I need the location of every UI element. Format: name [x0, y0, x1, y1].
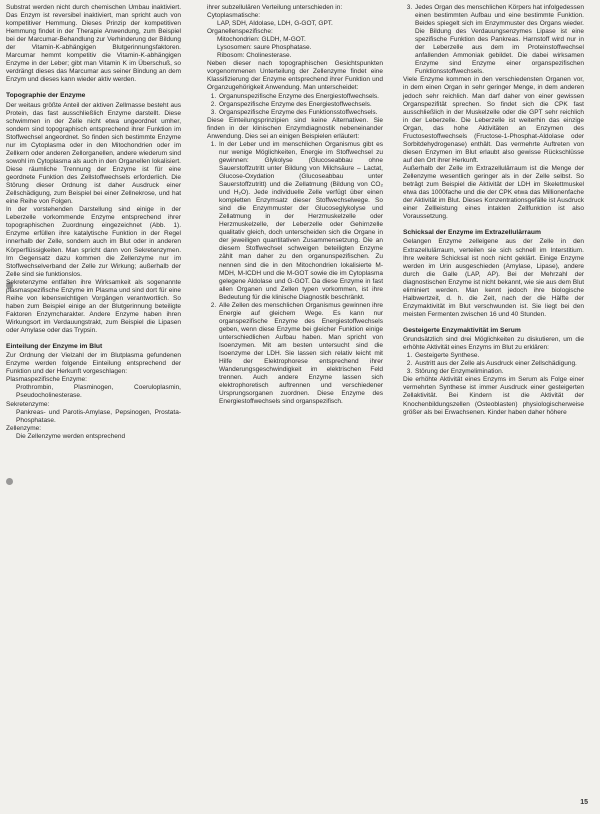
paragraph: Neben dieser nach topographischen Gesichtspunkten vorgenommenen Unterteilung der Zellenzyme findet eine Klassifizierung der Enzyme entsprechend ihrer Funktion und Organzugehörigkeit Anwendung. Man unterscheidet: — [207, 60, 383, 92]
paragraph: Diese Einteilungsprinzipien sind keine Alternativen. Sie finden in der klinischen Enzymdiagnostik nebeneinander Anwendung. Dies sei an einigen Beispielen erläutert: — [207, 116, 383, 140]
list-content: Pankreas- und Parotis-Amylase, Pepsinogen, Prostata-Phosphatase. — [16, 408, 181, 424]
list-label: Organellenspezifische: — [207, 28, 273, 36]
paragraph: Außerhalb der Zelle im Extrazellulärraum ist die Menge der Zellenzyme wesentlich geringer als in der Zelle selbst. So beträgt zum Beispiel die Aktivität der LDH im Skelettmuskel etwa das 1000fache und die der CPK etwa das Millionenfache der Aktivität im Blut. Dieses Konzentrationsgefälle ist Ausdruck einer Zellleistung eines intakten Zellfunktion ist also Voraussetzung. — [403, 164, 584, 221]
list-item: 3. Jedes Organ des menschlichen Körpers hat infolgedessen einen bestimmten Aufbau und eine bestimmte Funktion. Beides spiegelt sich im Enzymmuster des Organs wieder. Die Bildung des Verdauungsenzymes Lipase ist eine spezifische Funktion des Pankreas. Harnstoff wird nur in der Leberzelle aus dem im Proteinstoffwechsel anfallenden Ammoniak gebildet. Die dabei wirksamen Enzyme sind Enzyme einer organspezifischen Funktionsstoffwechsels. — [414, 4, 584, 76]
numbered-list — [403, 352, 584, 376]
list-label: Sekretenzyme: — [6, 400, 50, 408]
paragraph: Zur Ordnung der Vielzahl der im Blutplasma gefundenen Enzyme werden folgende Einteilung entsprechend der Funktion und der Herkunft vorgeschlagen: — [6, 352, 181, 376]
list-label: Zellenzyme: — [6, 424, 42, 432]
list-content: Prothrombin, Plasminogen, Coeruloplasmin, Pseudocholinesterase. — [16, 384, 181, 400]
list-item: 1. Organunspezifische Enzyme des Energiestoffwechsels. — [218, 93, 383, 101]
list-item: 1. Gesteigerte Synthese. — [414, 352, 584, 360]
list-item: 2. Organspezifische Enzyme des Energiestoffwechsels. — [218, 101, 383, 109]
binder-hole-mark — [6, 478, 13, 485]
section-heading: Topographie der Enzyme — [6, 92, 86, 100]
list-label: Plasmaspezifische Enzyme: — [6, 376, 87, 384]
paragraph: ihrer subzellulären Verteilung unterschieden in: — [207, 4, 343, 11]
paragraph: Sekretenzyme entfalten ihre Wirksamkeit als sogenannte plasmaspezifische Enzyme im Plasma und sind dort für eine Reihe von lebenswichtigen Vorgängen verantwortlich. So haben zum Beispiel einige an der Blutgerinnung beteiligte Faktoren Enzymcharakter. Andere Enzyme haben ihren Wirkungsort im Verdauungstrakt, zum Beispiel die Lipasen oder Amylase oder das Trypsin. — [6, 278, 181, 334]
list-content: Ribosom: Cholinesterase. — [217, 52, 292, 60]
list-content: Mitochondrien: GLDH, M-GOT. — [217, 36, 306, 44]
paragraph: Viele Enzyme kommen in den verschiedensten Organen vor, in dem einen Organ in sehr geringer Menge, in dem anderen jedoch sehr reichlich. Man darf daher von einer gewissen Organspezifität sprechen. So findet sich die CPK fast ausschließlich in der Muskelzelle oder die GPT sehr reichlich in der Leberzelle. Die Leberzelle ist weiterhin das einzige Organ, das hohe Aktivitäten an Enzymen des Fructosestoffwechsels (Fructose-1-Phosphat-Aldolase oder Sorbitdehydrogenase) enthält. Das vermehrte Auftreten von diesen Enzymen im Blut erlaubt also gewisse Rückschlüsse auf den Ort ihrer Herkunft. — [403, 76, 584, 164]
list-item: 1. In der Leber und im menschlichen Organismus gibt es nur wenige Möglichkeiten, Energie im Stoffwechsel zu gewinnen: Glykolyse (Glucoseabbau ohne Sauerstoffzutritt unter Bildung von Milchsäure – Lactat, Glucose-Oxydation (Glucoseabbau unter Sauerstoffzutritt) und die Zellatmung (Bildung von CO₂ und H₂O). Jede individuelle Zelle verfügt über einen kompletten Enzymsatz dieser Stoffwechselwege. So sind die Enzymmuster der Glucoseglykolyse und Zellatmung in der Herzmuskelzelle oder Herzmuskelzelle, der Leberzelle oder Gehirnzelle qualitativ gleich, doch unterscheiden sich die Organe in der jeweiligen quantitativen Zusammensetzung. Die an diesem Stoffwechsel schweigen beteiligten Enzyme zählt man daher zu den organunspezifischen. Zu nennen sind die in den Mitochondrien lokalisierte M-MDH, M-ICDH und die M-GOT sowie die im Cytoplasma gelegene Aldolase und G-GOT. Da diese Enzyme in fast allen Organen und Zellen typen vorkommen, ist ihre Bedeutung für die klinische Diagnostik beschränkt. — [218, 141, 383, 302]
numbered-list — [207, 93, 383, 117]
list-item: 2. Alle Zellen des menschlichen Organismus gewinnen ihre Energie auf gleichem Wege. Es kann nur organspezifische Enzyme des Energiestoffwechsels geben, wenn diese Enzyme bei gleicher Funktion einige unterschiedlichen Aufbau haben. Man spricht von Isoenzymen. Mit am besten untersucht sind die Isoenzyme der LDH. Sie lassen sich relativ leicht mit Hilfe der Elektrophorese entsprechend ihrer Wanderungsgeschwindigkeit im elektrischen Feld trennen. Auch andere Enzyme lassen sich elektrophoretisch auftrennen und verschiedener Ursprungsorganen zuordnen. Diese Enzyme des Energiestoffwechsels sind organspezifisch. — [218, 302, 383, 407]
section-heading: Schicksal der Enzyme im Extrazellulärraum — [403, 229, 541, 237]
page-number: 15 — [580, 799, 588, 806]
list-item: 3. Organspezifische Enzyme des Funktionsstoffwechsels. — [218, 109, 383, 117]
paragraph: Die erhöhte Aktivität eines Enzyms im Serum als Folge einer vermehrten Synthese ist immer Ausdruck einer gesteigerten Zellaktivität. Bei Kindern ist die Aktivität der Knochenbildungszellen (Osteoblasten) physiologischerweise größer als bei Erwachsenen. Kinder haben daher höhere — [403, 376, 584, 416]
section-heading: Einteilung der Enzyme im Blut — [6, 343, 103, 351]
list-item: 2. Austritt aus der Zelle als Ausdruck einer Zellschädigung. — [414, 360, 584, 368]
numbered-list — [207, 141, 383, 407]
text-column-middle — [207, 4, 383, 406]
list-content: Die Zellenzyme werden entsprechend — [16, 432, 126, 440]
text-column-right — [403, 4, 584, 417]
paragraph: Gelangen Enzyme zelleigene aus der Zelle in den Extrazellulärraum, verteilen sie sich schnell im Interstitium. Ihre weitere Schicksal ist noch nicht geklärt. Einige Enzyme werden im Urin ausgeschieden (Amylase, Lipase), andere durch die Galle (LAP, AP). Bei der Mehrzahl der diagnostischen Enzyme ist nicht bekannt, wie sie aus dem Blut eliminiert werden. Man kennt jedoch ihre biologische Halbwertzeit, d. h. die Zeit, nach der die Hälfte der Enzymaktivität im Blut verschwunden ist. Sie liegt bei den meisten Fermenten zwischen 16 und 40 Stunden. — [403, 238, 584, 318]
list-item: 3. Störung der Enzymelimination. — [414, 368, 584, 376]
text-column-left — [6, 4, 181, 441]
numbered-list — [403, 4, 584, 76]
list-label: Cytoplasmatische: — [207, 12, 261, 20]
list-content: LAP, SDH, Aldolase, LDH, G-GOT, GPT. — [217, 20, 333, 28]
paragraph: In der vorstehenden Darstellung sind einige in der Leberzelle vorkommende Enzyme entsprechend ihrer topographischen Zuordnung eingezeichnet (Abb. 1). Enzyme erfüllen ihre katalytische Funktion in der Regel innerhalb der Zelle, sondern auch im Blut oder in anderen Körperflüssigkeiten. Man spricht dann von Sekretenzymen. Im Gegensatz dazu kommen die Zellenzyme nur im Stoffwechselverband der Zelle zur Wirkung; außerhalb der Zelle sind sie funktionslos. — [6, 206, 181, 278]
paragraph: Substrat werden nicht durch chemischen Umbau inaktiviert. Das Enzym ist reversibel inaktiviert, man spricht auch von kompetitiver Hemmung. Dieses Prinzip der kompetitiven Hemmung findet in der Therapie Anwendung, zum Beispiel bei der Marcumar-Behandlung zur Verhinderung der Bildung der Vitamin-K-abhängigen Blutgerinnungsfaktoren. Marcumar hemmt kompetitiv die Vitamin-K-abhängigen Enzyme in der Leber; gibt man Vitamin K im Überschuß, so verdrängt dieses das Marcumar aus seiner Bindung an dem Enzym und dieses kann wieder aktiv werden. — [6, 4, 181, 84]
list-content: Lysosomen: saure Phosphatase. — [217, 44, 312, 52]
paragraph: Der weitaus größte Anteil der aktiven Zellmasse besteht aus Protein, das fast ausschließlich Enzyme darstellt. Diese schwimmen in der Zelle nicht etwa ungeordnet umher, sondern sind topographisch entsprechend ihrer Funktion im Stoffwechsel angeordnet. So finden sich bestimmte Enzyme nur im Cytoplasma oder in den Mitochondrien oder im Zellkern oder anderen Zellorganellen, andere wiederum sind sowohl im Cytoplasma als auch in den Organellen lokalisiert. Diese räumliche Trennung der Enzyme ist für eine geordnete Funktion des Zellstoffwechsels erforderlich. Die Störung dieser Ordnung ist daher Ausdruck einer Zellschädigung, zum Beispiel bei einer Zellnekrose, und hat eine Reihe von Folgen. — [6, 101, 181, 206]
paragraph: Grundsätzlich sind drei Möglichkeiten zu diskutieren, um die erhöhte Aktivität eines Enzyms im Blut zu erklären: — [403, 336, 584, 352]
section-heading: Gesteigerte Enzymaktivität im Serum — [403, 326, 521, 334]
